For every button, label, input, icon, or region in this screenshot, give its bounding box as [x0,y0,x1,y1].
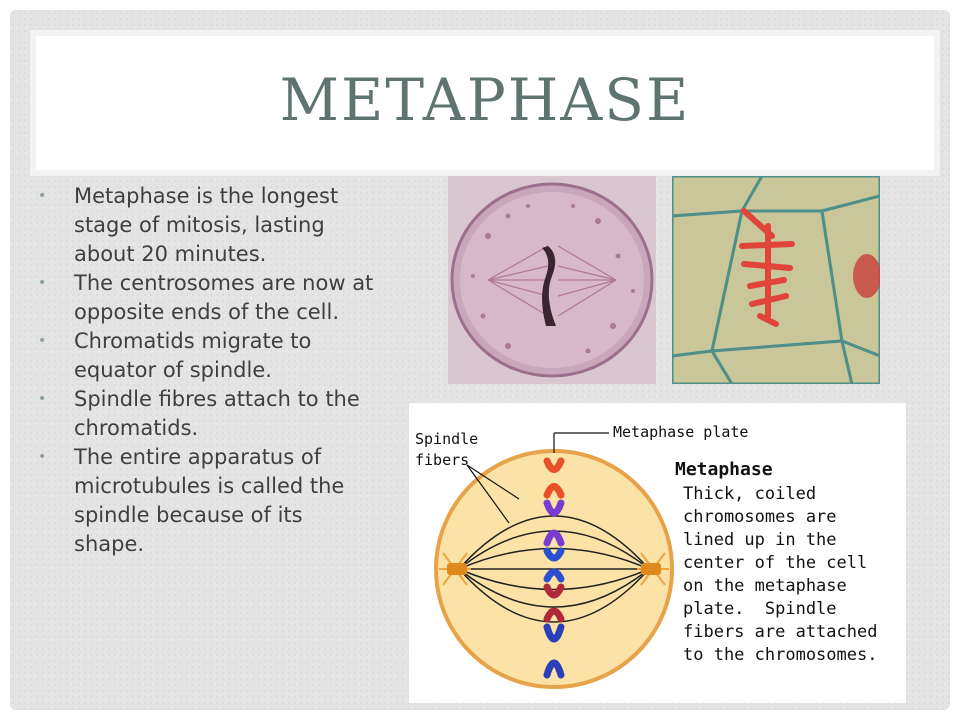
micrograph-metaphase-cell-image [448,176,656,384]
label-spindle-line1: Spindle [415,430,479,448]
label-spindle-fibers [415,429,478,471]
metaphase-diagram [409,403,906,703]
slide-title: METAPHASE [279,66,691,134]
bullet-dot: • [38,391,47,407]
bullet-dot: • [38,188,47,204]
bullet-dot: • [38,449,47,465]
bullet-item [24,385,374,443]
bullet-item [24,182,374,269]
bullet-text: Spindle fibres attach to the chromatids. [74,387,360,440]
label-spindle-line2: fibers [415,451,470,469]
diagram-heading: Metaphase [675,459,773,480]
slide [10,10,950,710]
bullet-text: Metaphase is the longest stage of mitosis, lasting about 20 minutes. [74,184,339,266]
label-metaphase-plate: Metaphase plate [613,423,749,441]
bullet-text: Chromatids migrate to equator of spindle. [74,329,312,382]
bullet-list [24,182,374,559]
title-box [30,30,940,176]
micrograph-root-tip-cells [672,176,880,384]
micrograph-root-tip-cells-image [672,176,880,384]
bullet-text: The centrosomes are now at opposite ends of the cell. [74,271,374,324]
bullet-item [24,443,374,559]
bullet-item [24,327,374,385]
diagram-description: Thick, coiled chromosomes are lined up in the center of the cell on the metaphase plate. Spindle fibers are attached to the chromosomes. [683,484,878,665]
micrograph-metaphase-cell [448,176,656,384]
bullet-dot: • [38,275,47,291]
bullet-text: The entire apparatus of microtubules is called the spindle because of its shape. [74,445,345,556]
bullet-dot: • [38,333,47,349]
bullet-item [24,269,374,327]
